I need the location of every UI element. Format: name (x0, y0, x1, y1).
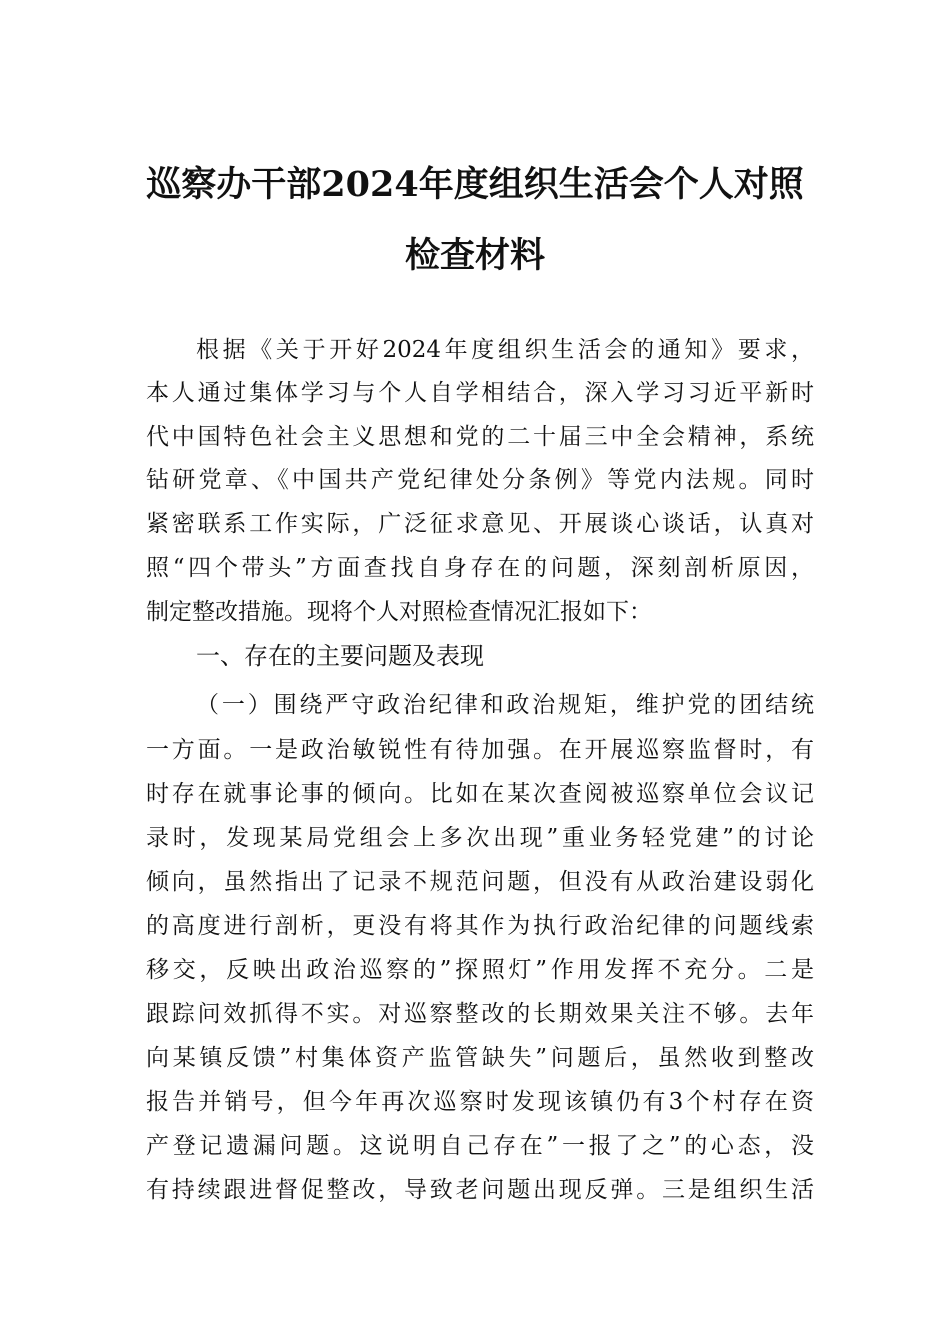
paragraph-line: 倾向，虽然指出了记录不规范问题，但没有从政治建设弱化 (146, 869, 814, 895)
document-title-line-1: 巡察办干部2024年度组织生活会个人对照 (146, 164, 804, 205)
paragraph-line: 根据《关于开好2024年度组织生活会的通知》要求， (196, 337, 814, 363)
paragraph-line: 代中国特色社会主义思想和党的二十届三中全会精神，系统 (146, 424, 814, 450)
paragraph-line: 有持续跟进督促整改，导致老问题出现反弹。三是组织生活 (146, 1177, 814, 1203)
section-heading: 一、存在的主要问题及表现 (196, 642, 484, 670)
paragraph-line: 时存在就事论事的倾向。比如在某次查阅被巡察单位会议记 (146, 781, 814, 807)
paragraph-line: 本人通过集体学习与个人自学相结合，深入学习习近平新时 (146, 380, 814, 406)
paragraph-line: 报告并销号，但今年再次巡察时发现该镇仍有3个村存在资 (146, 1089, 814, 1115)
paragraph-line: 制定整改措施。现将个人对照检查情况汇报如下： (146, 599, 652, 625)
paragraph-line: 跟踪问效抓得不实。对巡察整改的长期效果关注不够。去年 (146, 1001, 814, 1027)
paragraph-line: 照“四个带头”方面查找自身存在的问题，深刻剖析原因， (146, 555, 814, 581)
paragraph-line: 产登记遗漏问题。这说明自己存在”一报了之”的心态，没 (146, 1133, 814, 1159)
paragraph-line: 的高度进行剖析，更没有将其作为执行政治纪律的问题线索 (146, 913, 814, 939)
document-title-line-2: 检查材料 (404, 235, 545, 276)
paragraph-line: 移交，反映出政治巡察的”探照灯”作用发挥不充分。二是 (146, 957, 814, 983)
subsection-heading: （一）围绕严守政治纪律和政治规矩，维护党的团结统 (196, 692, 814, 718)
paragraph-line: 录时，发现某局党组会上多次出现”重业务轻党建”的讨论 (146, 825, 814, 851)
paragraph-line: 一方面。一是政治敏锐性有待加强。在开展巡察监督时，有 (146, 737, 814, 763)
paragraph-line: 钻研党章、《中国共产党纪律处分条例》等党内法规。同时 (146, 467, 814, 493)
paragraph-line: 紧密联系工作实际，广泛征求意见、开展谈心谈话，认真对 (146, 511, 814, 537)
paragraph-line: 向某镇反馈”村集体资产监管缺失”问题后，虽然收到整改 (146, 1045, 814, 1071)
